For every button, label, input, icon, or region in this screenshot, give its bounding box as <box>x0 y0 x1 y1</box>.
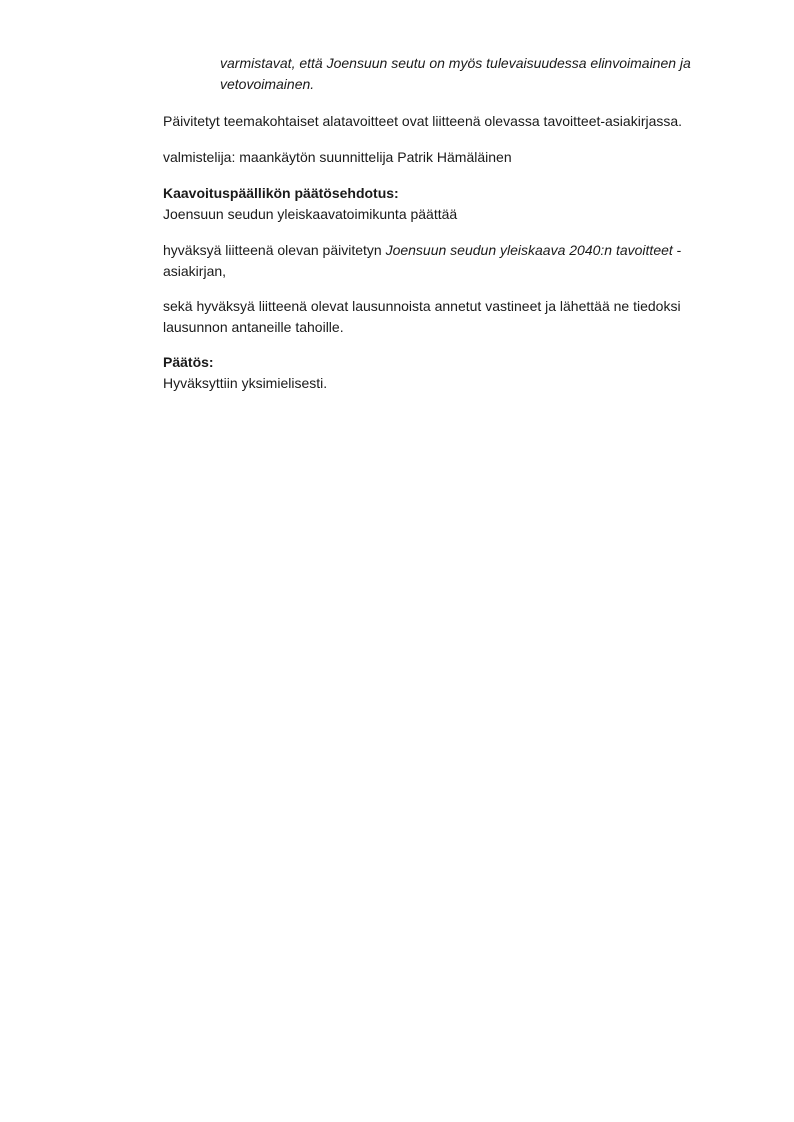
proposal-text: Joensuun seudun yleiskaavatoimikunta päättää <box>163 206 458 222</box>
approve-responses-paragraph <box>163 296 723 338</box>
subgoals-paragraph <box>163 111 723 132</box>
preparer-paragraph <box>163 147 723 168</box>
approve-document-title: Joensuun seudun yleiskaava 2040:n tavoitteet <box>385 242 673 258</box>
approve-responses-line-2: lausunnon antaneille tahoille. <box>163 319 344 335</box>
intro-italic-line-1: varmistavat, että Joensuun seutu on myös tulevaisuudessa elinvoimainen ja <box>220 55 691 71</box>
intro-italic-paragraph <box>220 53 740 95</box>
decision-text: Hyväksyttiin yksimielisesti. <box>163 375 328 391</box>
subgoals-text: Päivitetyt teemakohtaiset alatavoitteet ovat liitteenä olevassa tavoitteet-asiakirjassa. <box>163 113 683 129</box>
decision-heading: Päätös: <box>163 354 214 370</box>
approve-document-paragraph <box>163 240 723 282</box>
intro-italic-line-2: vetovoimainen. <box>220 76 315 92</box>
approve-document-line-1 <box>163 240 723 261</box>
approve-document-prefix: hyväksyä liitteenä olevan päivitetyn <box>163 242 386 258</box>
approve-responses-line-1: sekä hyväksyä liitteenä olevat lausunnoista annetut vastineet ja lähettää ne tiedoksi <box>163 298 681 314</box>
decision-section <box>163 352 723 394</box>
approve-document-suffix: - <box>672 242 682 258</box>
proposal-section <box>163 183 723 225</box>
approve-document-line-2: asiakirjan, <box>163 263 227 279</box>
proposal-heading: Kaavoituspäällikön päätösehdotus: <box>163 185 399 201</box>
preparer-text: valmistelija: maankäytön suunnittelija Patrik Hämäläinen <box>163 149 512 165</box>
